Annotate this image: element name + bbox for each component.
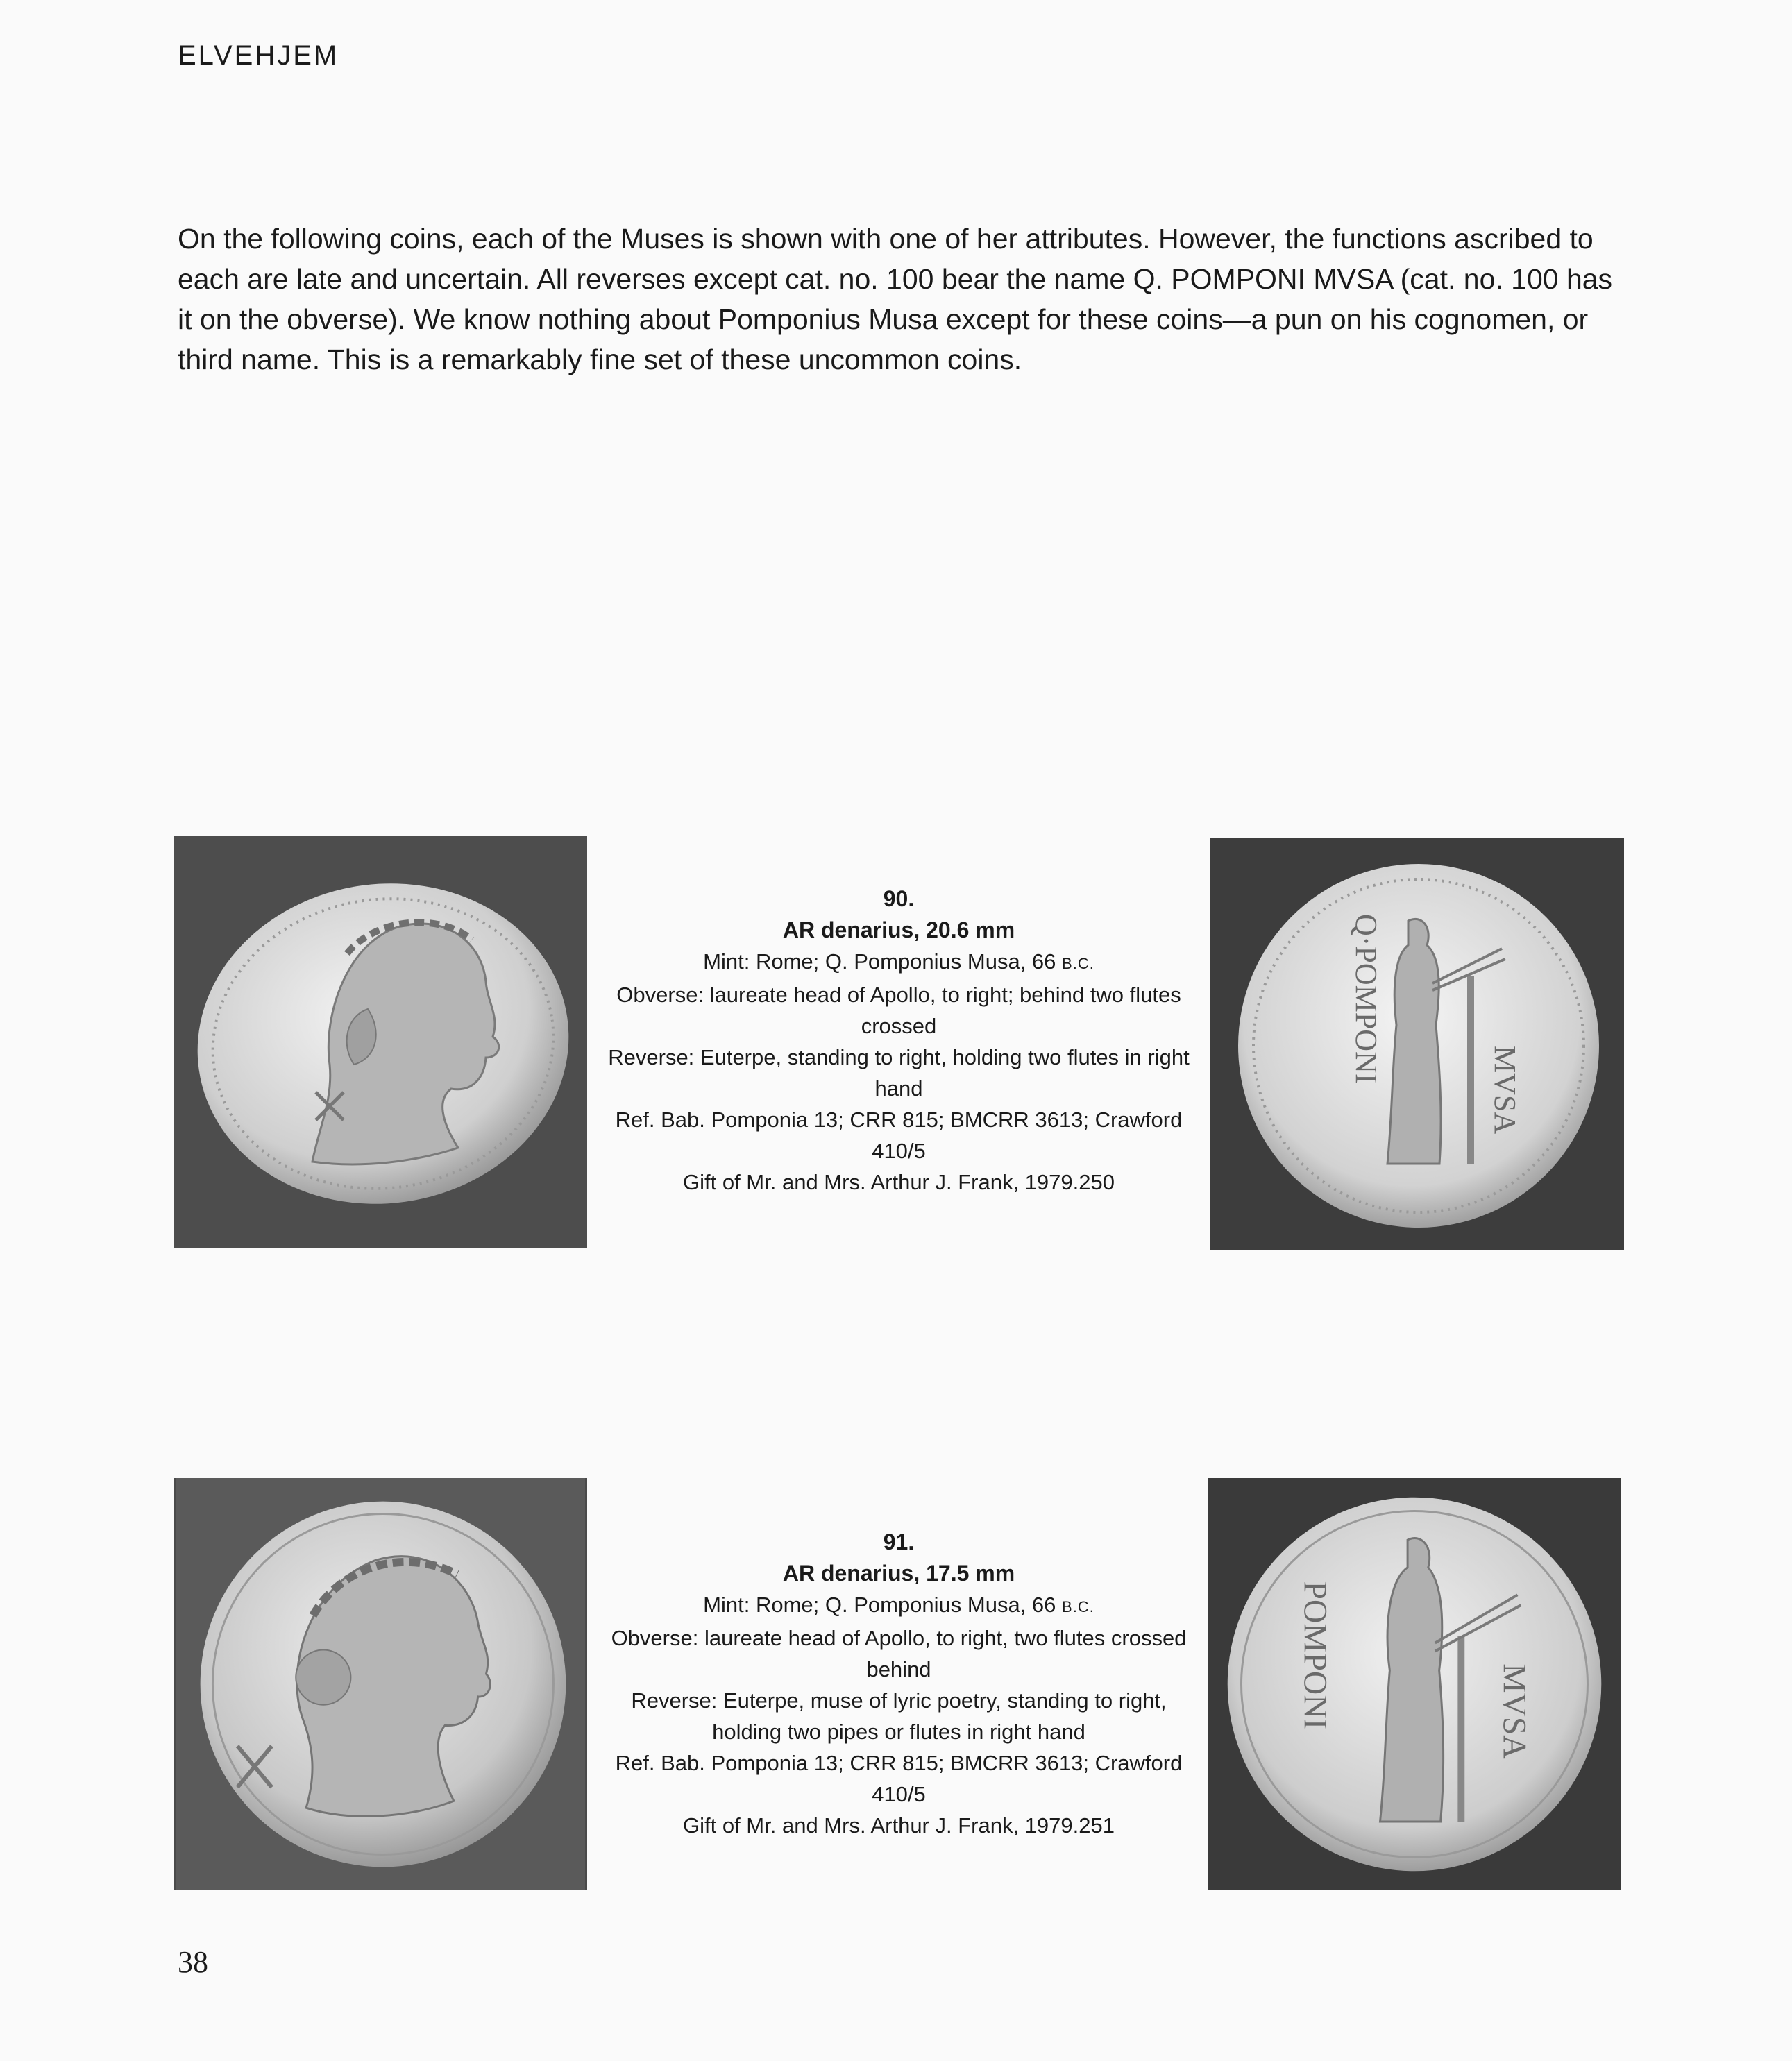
denomination: AR denarius, 17.5 mm xyxy=(782,1561,1015,1586)
era-abbrev: B.C. xyxy=(1062,955,1094,972)
mint-text: Mint: Rome; Q. Pomponius Musa, 66 xyxy=(703,1593,1056,1617)
coin-91-obverse-photo xyxy=(174,1478,587,1890)
coin-90-reverse-photo xyxy=(1210,838,1624,1250)
coin-91-reverse-photo xyxy=(1208,1478,1621,1890)
legend-right: MVSA xyxy=(1488,1046,1522,1135)
catalog-entry-90 xyxy=(604,883,1194,1198)
references: Ref. Bab. Pomponia 13; CRR 815; BMCRR 3613; Crawford 410/5 xyxy=(615,1108,1183,1163)
reverse-description: Reverse: Euterpe, standing to right, holding two flutes in right hand xyxy=(608,1045,1190,1101)
mint-line xyxy=(604,946,1194,979)
page-number: 38 xyxy=(178,1945,208,1979)
coin-90-obverse-photo xyxy=(174,836,587,1248)
mint-line xyxy=(604,1589,1194,1622)
era-abbrev: B.C. xyxy=(1062,1598,1094,1615)
mint-text: Mint: Rome; Q. Pomponius Musa, 66 xyxy=(703,949,1056,974)
catalog-number: 90. xyxy=(883,886,915,911)
legend-left: POMPONI xyxy=(1296,1581,1333,1730)
legend-left: Q·POMPONI xyxy=(1349,914,1383,1084)
credit-line: Gift of Mr. and Mrs. Arthur J. Frank, 1979.250 xyxy=(683,1170,1115,1194)
denomination: AR denarius, 20.6 mm xyxy=(782,917,1015,942)
obverse-description: Obverse: laureate head of Apollo, to right, two flutes crossed behind xyxy=(611,1626,1187,1681)
intro-paragraph: On the following coins, each of the Muses is shown with one of her attributes. However, the functions ascribed to each are late and uncertain. All reverses except cat. no. 100 bear the name Q. POMPONI MVSA (cat. no. 100 has it on the obverse). We know nothing about Pomponius Musa except for these coins—a pun on his cognomen, or third name. This is a remarkably fine set of these uncommon coins. xyxy=(178,223,1613,375)
running-head: ELVEHJEM xyxy=(178,40,339,71)
catalog-number: 91. xyxy=(883,1529,915,1554)
catalog-entry-91 xyxy=(604,1527,1194,1841)
references: Ref. Bab. Pomponia 13; CRR 815; BMCRR 3613; Crawford 410/5 xyxy=(615,1751,1183,1806)
legend-right: MVSA xyxy=(1496,1663,1532,1759)
reverse-description: Reverse: Euterpe, muse of lyric poetry, standing to right, holding two pipes or flutes in right hand xyxy=(631,1688,1167,1744)
obverse-description: Obverse: laureate head of Apollo, to right; behind two flutes crossed xyxy=(616,983,1181,1038)
credit-line: Gift of Mr. and Mrs. Arthur J. Frank, 1979.251 xyxy=(683,1813,1115,1838)
